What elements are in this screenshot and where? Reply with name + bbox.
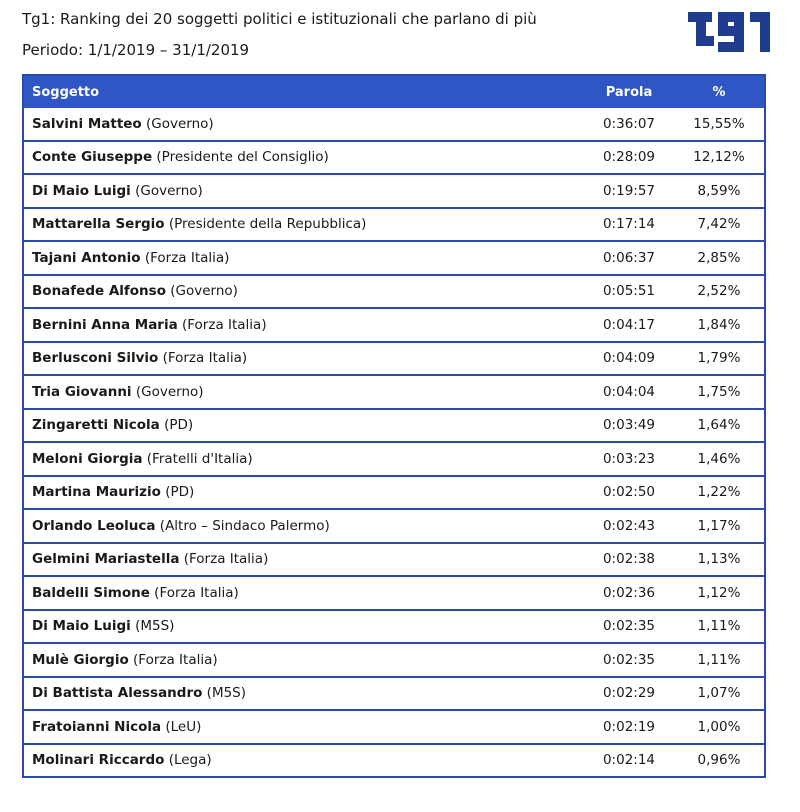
percentage-cell: 1,46%: [697, 450, 741, 467]
subject-group: (PD): [160, 484, 195, 501]
subject-cell: [24, 183, 584, 199]
speaking-time-cell: 0:04:04: [602, 383, 656, 400]
subject-group: (PD): [159, 417, 194, 434]
subject-name: Conte Giuseppe: [32, 149, 153, 166]
table-row: [24, 644, 764, 678]
subject-group: (M5S): [130, 618, 175, 635]
subject-name: Tajani Antonio: [32, 249, 141, 266]
subject-name: Meloni Giorgia: [32, 450, 143, 467]
subject-group: (Forza Italia): [177, 316, 267, 333]
subject-name: Bernini Anna Maria: [32, 316, 178, 333]
subject-group: (Presidente del Consiglio): [152, 149, 329, 166]
speaking-time-cell: 0:06:37: [602, 249, 656, 266]
percentage-cell: 1,11%: [697, 651, 741, 668]
table-row: [24, 175, 764, 209]
table-row: [24, 142, 764, 176]
percentage-cell: 1,07%: [697, 685, 741, 702]
subject-cell: [24, 116, 584, 132]
subject-cell: [24, 417, 584, 433]
subject-cell: [24, 652, 584, 668]
table-header: [24, 76, 764, 108]
table-row: [24, 711, 764, 745]
speaking-time-cell: 0:02:35: [602, 651, 656, 668]
subject-cell: [24, 685, 584, 701]
percentage-cell: 1,79%: [697, 350, 741, 367]
table-row: [24, 611, 764, 645]
table-row: [24, 544, 764, 578]
subject-cell: [24, 518, 584, 534]
subject-group: (Governo): [141, 115, 214, 132]
speaking-time-cell: 0:02:43: [602, 517, 656, 534]
percentage-cell: 1,13%: [697, 551, 741, 568]
subject-group: (Governo): [165, 283, 238, 300]
percentage-cell: 2,52%: [697, 283, 741, 300]
subject-cell: [24, 317, 584, 333]
percentage-cell: 1,22%: [697, 484, 741, 501]
subject-name: Molinari Riccardo: [32, 752, 165, 769]
speaking-time-cell: 0:17:14: [602, 216, 656, 233]
column-header-parola: Parola: [605, 84, 653, 100]
subject-group: (LeU): [161, 718, 202, 735]
speaking-time-cell: 0:02:35: [602, 618, 656, 635]
table-row: [24, 309, 764, 343]
speaking-time-cell: 0:28:09: [602, 149, 656, 166]
subject-group: (Forza Italia): [149, 584, 239, 601]
subject-cell: [24, 216, 584, 232]
subject-group: (Forza Italia): [158, 350, 248, 367]
table-body: [24, 108, 764, 776]
table-row: [24, 376, 764, 410]
subject-group: (Governo): [130, 182, 203, 199]
subject-group: (Fratelli d'Italia): [142, 450, 253, 467]
subject-group: (Presidente della Repubblica): [164, 216, 367, 233]
speaking-time-cell: 0:05:51: [602, 283, 656, 300]
subject-cell: [24, 585, 584, 601]
table-row: [24, 410, 764, 444]
speaking-time-cell: 0:02:36: [602, 584, 656, 601]
table-row: [24, 343, 764, 377]
column-header-soggetto: Soggetto: [32, 84, 100, 100]
column-header-percent: %: [712, 84, 726, 100]
table-row: [24, 577, 764, 611]
subject-name: Berlusconi Silvio: [32, 350, 159, 367]
speaking-time-cell: 0:04:17: [602, 316, 656, 333]
subject-name: Mulè Giorgio: [32, 651, 129, 668]
subject-cell: [24, 350, 584, 366]
speaking-time-cell: 0:02:29: [602, 685, 656, 702]
subject-name: Baldelli Simone: [32, 584, 150, 601]
subject-group: (Altro – Sindaco Palermo): [155, 517, 330, 534]
subject-group: (Forza Italia): [140, 249, 230, 266]
percentage-cell: 1,11%: [697, 618, 741, 635]
table-row: [24, 678, 764, 712]
percentage-cell: 1,64%: [697, 417, 741, 434]
subject-cell: [24, 752, 584, 768]
period-label: Periodo: 1/1/2019 – 31/1/2019: [22, 41, 250, 59]
table-row: [24, 276, 764, 310]
subject-cell: [24, 719, 584, 735]
subject-cell: [24, 551, 584, 567]
percentage-cell: 12,12%: [693, 149, 745, 166]
table-row: [24, 745, 764, 777]
subject-group: (Forza Italia): [128, 651, 218, 668]
table-row: [24, 108, 764, 142]
speaking-time-cell: 0:02:50: [602, 484, 656, 501]
table-row: [24, 477, 764, 511]
percentage-cell: 15,55%: [693, 115, 745, 132]
table-row: [24, 510, 764, 544]
subject-name: Di Maio Luigi: [32, 618, 131, 635]
subject-name: Fratoianni Nicola: [32, 718, 162, 735]
speaking-time-cell: 0:02:38: [602, 551, 656, 568]
subject-name: Martina Maurizio: [32, 484, 161, 501]
table-row: [24, 242, 764, 276]
ranking-table: [22, 74, 766, 778]
page-title: Tg1: Ranking dei 20 soggetti politici e istituzionali che parlano di più: [22, 10, 537, 28]
subject-name: Di Battista Alessandro: [32, 685, 203, 702]
subject-cell: [24, 484, 584, 500]
subject-group: (M5S): [202, 685, 247, 702]
speaking-time-cell: 0:03:49: [602, 417, 656, 434]
subject-name: Salvini Matteo: [32, 115, 142, 132]
subject-name: Mattarella Sergio: [32, 216, 165, 233]
subject-group: (Lega): [164, 752, 212, 769]
subject-name: Tria Giovanni: [32, 383, 132, 400]
tg1-logo: [688, 6, 770, 52]
percentage-cell: 1,00%: [697, 718, 741, 735]
subject-group: (Governo): [131, 383, 204, 400]
table-row: [24, 209, 764, 243]
subject-name: Orlando Leoluca: [32, 517, 156, 534]
percentage-cell: 2,85%: [697, 249, 741, 266]
table-row: [24, 443, 764, 477]
percentage-cell: 1,84%: [697, 316, 741, 333]
speaking-time-cell: 0:19:57: [602, 182, 656, 199]
speaking-time-cell: 0:02:19: [602, 718, 656, 735]
subject-name: Zingaretti Nicola: [32, 417, 160, 434]
subject-name: Di Maio Luigi: [32, 182, 131, 199]
subject-group: (Forza Italia): [179, 551, 269, 568]
speaking-time-cell: 0:03:23: [602, 450, 656, 467]
percentage-cell: 1,12%: [697, 584, 741, 601]
percentage-cell: 1,75%: [697, 383, 741, 400]
subject-cell: [24, 149, 584, 165]
subject-name: Bonafede Alfonso: [32, 283, 166, 300]
subject-cell: [24, 618, 584, 634]
percentage-cell: 7,42%: [697, 216, 741, 233]
percentage-cell: 8,59%: [697, 182, 741, 199]
subject-cell: [24, 283, 584, 299]
subject-name: Gelmini Mariastella: [32, 551, 180, 568]
speaking-time-cell: 0:02:14: [602, 752, 656, 769]
speaking-time-cell: 0:04:09: [602, 350, 656, 367]
percentage-cell: 1,17%: [697, 517, 741, 534]
percentage-cell: 0,96%: [697, 752, 741, 769]
subject-cell: [24, 451, 584, 467]
subject-cell: [24, 250, 584, 266]
subject-cell: [24, 384, 584, 400]
speaking-time-cell: 0:36:07: [602, 115, 656, 132]
